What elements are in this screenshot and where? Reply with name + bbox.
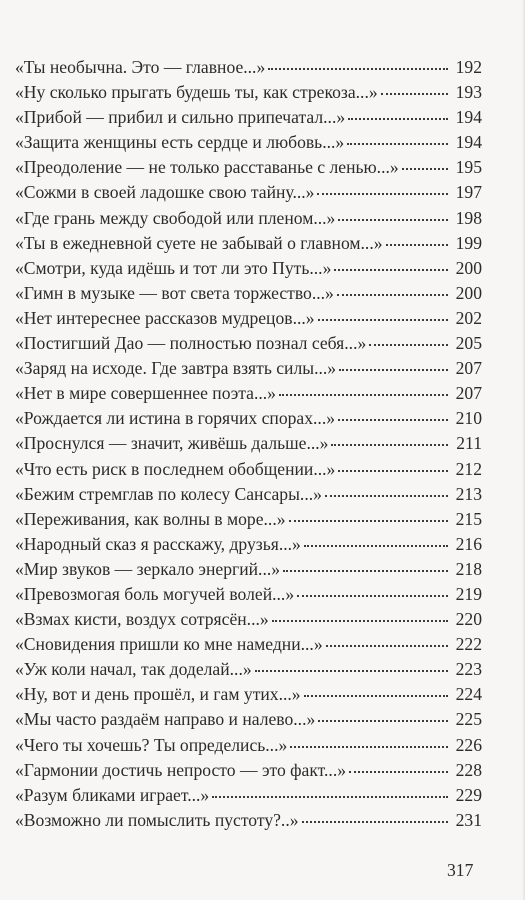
dot-leader [279,394,448,396]
toc-entry-title: «Заряд на исходе. Где завтра взять силы...» [15,358,337,379]
toc-entry-page: 197 [455,182,482,203]
toc-entry [15,559,482,584]
dot-leader [402,168,448,170]
toc-entry-page: 205 [455,333,482,354]
toc-entry-title: «Преодоление — не только расставанье с ленью...» [15,157,399,178]
toc-entry-page: 202 [455,307,482,328]
toc-entry [15,57,482,82]
toc-entry-page: 207 [455,383,482,404]
dot-leader [337,294,448,296]
toc-entry [15,609,482,634]
dot-leader [386,244,448,246]
toc-entry-title: «Нет интереснее рассказов мудрецов...» [15,307,315,328]
toc-entry-title: «Бежим стремглав по колесу Сансары...» [15,483,322,504]
toc-entry [15,484,482,509]
dot-leader [317,193,448,195]
toc-entry-page: 200 [455,282,482,303]
toc-entry [15,208,482,233]
table-of-contents [15,57,482,835]
dot-leader [302,821,448,823]
toc-entry-page: 199 [455,232,482,253]
dot-leader [297,595,448,597]
toc-entry-title: «Сожми в своей ладошке свою тайну...» [15,182,315,203]
dot-leader [331,444,448,446]
toc-entry [15,408,482,433]
toc-entry-title: «Гармонии достичь непросто — это факт...» [15,759,347,780]
toc-entry-page: 225 [455,709,482,730]
toc-entry [15,459,482,484]
toc-entry-title: «Что есть риск в последнем обобщении...» [15,458,336,479]
toc-entry [15,157,482,182]
dot-leader [334,269,448,271]
toc-entry [15,709,482,734]
dot-leader [338,219,448,221]
toc-entry [15,107,482,132]
toc-entry-page: 222 [455,634,482,655]
dot-leader [326,645,448,647]
toc-entry-title: «Мир звуков — зеркало энергий...» [15,558,281,579]
toc-entry-title: «Ну сколько прыгать будешь ты, как стрекоза...» [15,82,378,103]
toc-entry-title: «Взмах кисти, воздух сотрясён...» [15,609,269,630]
toc-entry [15,258,482,283]
toc-entry-title: «Разум бликами играет...» [15,784,210,805]
toc-entry-page: 220 [455,609,482,630]
toc-entry [15,233,482,258]
toc-entry-title: «Ты в ежедневной суете не забывай о главном...» [15,232,383,253]
dot-leader [381,93,448,95]
toc-entry-page: 198 [455,207,482,228]
toc-entry-page: 210 [455,408,482,429]
toc-entry-page: 193 [455,82,482,103]
toc-entry-page: 231 [455,809,482,830]
toc-entry [15,584,482,609]
toc-entry-page: 213 [455,483,482,504]
toc-entry [15,534,482,559]
toc-entry [15,785,482,810]
toc-entry-title: «Чего ты хочешь? Ты определись...» [15,734,288,755]
toc-entry-title: «Уж коли начал, так доделай...» [15,659,252,680]
toc-entry [15,283,482,308]
dot-leader [348,118,448,120]
toc-entry-page: 229 [455,784,482,805]
toc-entry-page: 223 [455,659,482,680]
dot-leader [338,419,448,421]
dot-leader [289,520,448,522]
toc-entry-title: «Ну, вот и день прошёл, и гам утих...» [15,684,301,705]
toc-entry [15,433,482,458]
toc-entry-title: «Где грань между свободой или пленом...» [15,207,336,228]
toc-entry [15,308,482,333]
toc-entry-page: 194 [455,132,482,153]
dot-leader [339,369,448,371]
toc-entry-title: «Гимн в музыке — вот света торжество...» [15,282,334,303]
toc-entry-page: 224 [455,684,482,705]
toc-entry-title: «Народный сказ я расскажу, друзья...» [15,533,301,554]
toc-entry-title: «Превозмогая боль могучей волей...» [15,583,295,604]
dot-leader [318,319,448,321]
toc-entry [15,509,482,534]
toc-entry-title: «Постигший Дао — полностью познал себя...» [15,333,367,354]
toc-entry-title: «Смотри, куда идёшь и тот ли это Путь...» [15,257,332,278]
toc-entry-title: «Мы часто раздаём направо и налево...» [15,709,316,730]
toc-entry-title: «Возможно ли помыслить пустоту?..» [15,809,299,830]
toc-entry [15,760,482,785]
toc-entry-title: «Защита женщины есть сердце и любовь...» [15,132,345,153]
dot-leader [272,620,448,622]
toc-entry-page: 207 [455,358,482,379]
dot-leader [255,670,448,672]
toc-entry-title: «Переживания, как волны в море...» [15,508,286,529]
dot-leader [369,344,448,346]
toc-entry-title: «Сновидения пришли ко мне намедни...» [15,634,323,655]
dot-leader [349,771,448,773]
toc-entry-page: 219 [455,583,482,604]
toc-entry-page: 192 [455,57,482,77]
dot-leader [325,495,448,497]
toc-entry-page: 212 [455,458,482,479]
toc-entry [15,333,482,358]
toc-entry [15,182,482,207]
dot-leader [304,545,448,547]
toc-entry-page: 195 [455,157,482,178]
toc-entry-page: 228 [455,759,482,780]
toc-entry-title: «Проснулся — значит, живёшь дальше...» [15,433,329,454]
toc-entry [15,132,482,157]
page-number: 317 [447,860,474,880]
toc-entry-page: 200 [455,257,482,278]
toc-entry-page: 211 [456,433,482,454]
toc-entry [15,358,482,383]
toc-entry-title: «Рождается ли истина в горячих спорах...» [15,408,336,429]
toc-entry [15,82,482,107]
dot-leader [304,695,448,697]
toc-entry [15,659,482,684]
toc-entry-page: 194 [455,107,482,128]
toc-entry-title: «Нет в мире совершеннее поэта...» [15,383,276,404]
toc-entry [15,383,482,408]
toc-entry [15,684,482,709]
toc-entry-title: «Прибой — прибил и сильно припечатал...» [15,107,346,128]
dot-leader [338,470,448,472]
toc-entry-page: 218 [455,558,482,579]
toc-entry-page: 226 [455,734,482,755]
dot-leader [268,68,448,70]
dot-leader [318,720,448,722]
dot-leader [212,796,448,798]
toc-entry-page: 215 [455,508,482,529]
toc-entry [15,634,482,659]
toc-entry-title: «Ты необычна. Это — главное...» [15,57,266,77]
toc-entry [15,735,482,760]
dot-leader [283,570,448,572]
toc-entry [15,810,482,835]
dot-leader [290,746,448,748]
dot-leader [347,143,448,145]
toc-entry-page: 216 [455,533,482,554]
